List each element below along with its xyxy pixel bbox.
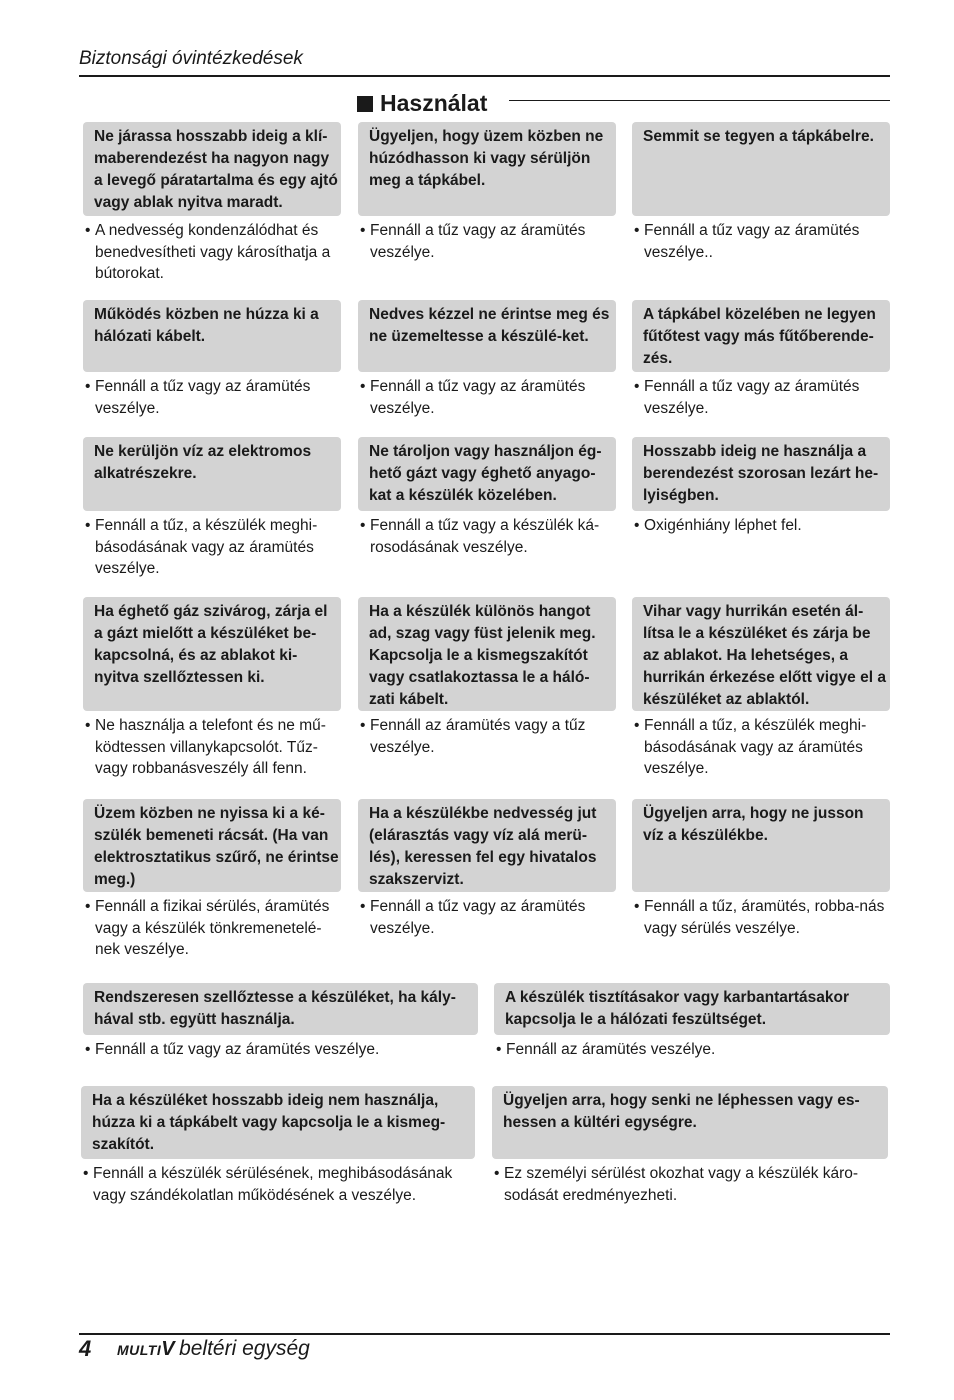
warning-note [83, 220, 341, 285]
warning-note-text: Fennáll az áramütés veszélye. [506, 1041, 716, 1058]
warning-note [358, 896, 616, 939]
warning-note-text: Fennáll a tűz vagy a készülék ká-rosodásának veszélye. [370, 517, 600, 556]
warning-note [81, 1163, 475, 1206]
warning-box: Ügyeljen arra, hogy senki ne léphessen vagy es-hessen a kültéri egységre. [492, 1086, 888, 1159]
bullet-icon: • [496, 1041, 502, 1058]
bullet-icon: • [634, 222, 640, 239]
warning-card [83, 300, 341, 419]
bullet-icon: • [85, 717, 91, 734]
warning-box: Nedves kézzel ne érintse meg és ne üzemeltesse a készülé-ket. [358, 300, 616, 372]
warning-card [632, 122, 890, 263]
warning-box: Hosszabb ideig ne használja a berendezést szorosan lezárt he-lyiségben. [632, 437, 890, 511]
multi-v-logo [117, 1338, 175, 1361]
warning-note-text: Fennáll a tűz, áramütés, robba-nás vagy sérülés veszélye. [644, 898, 885, 937]
warning-note-text: Ez személyi sérülést okozhat vagy a készülék káro-sodását eredményezheti. [504, 1165, 859, 1204]
warning-note-text: Fennáll a tűz, a készülék meghi-básodásának vagy az áramütés veszélye. [95, 517, 318, 577]
warning-note-text: Oxigénhiány léphet fel. [644, 517, 802, 534]
warning-box: Ha a készülékbe nedvesség jut (elárasztás vagy víz alá merü-lés), keressen fel egy hivatalos szakszervizt. [358, 799, 616, 892]
warning-note-text: Fennáll a tűz vagy az áramütés veszélye. [95, 1041, 380, 1058]
warning-card [81, 1086, 475, 1206]
footer-rule [79, 1333, 890, 1335]
warning-note [632, 220, 890, 263]
warning-note [358, 376, 616, 419]
bullet-icon: • [494, 1165, 500, 1182]
warning-card [358, 799, 616, 939]
warning-note [358, 220, 616, 263]
warning-box: Ügyeljen, hogy üzem közben ne húzódhasson ki vagy sérüljön meg a tápkábel. [358, 122, 616, 216]
warning-card [632, 597, 890, 780]
warning-card [632, 437, 890, 537]
warning-card [358, 300, 616, 419]
warning-note [83, 896, 341, 961]
bullet-icon: • [85, 378, 91, 395]
header-title: Biztonsági óvintézkedések [79, 48, 303, 69]
logo-v: V [161, 1337, 176, 1360]
warning-box: A tápkábel közelében ne legyen fűtőtest vagy más fűtőberende-zés. [632, 300, 890, 372]
warning-note [83, 1039, 478, 1061]
warning-note [83, 376, 341, 419]
warning-note [632, 896, 890, 939]
warning-card [632, 799, 890, 939]
page-number: 4 [79, 1336, 92, 1361]
warning-card [83, 799, 341, 961]
bullet-icon: • [360, 378, 366, 395]
warning-note [358, 515, 616, 558]
warning-note [632, 376, 890, 419]
bullet-icon: • [360, 517, 366, 534]
warning-note-text: Fennáll az áramütés vagy a tűz veszélye. [370, 717, 586, 756]
warning-box: Ha a készülék különös hangot ad, szag vagy füst jelenik meg. Kapcsolja le a kismegszakítót vagy csatlakoztassa le a háló-zati kábelt. [358, 597, 616, 711]
warning-box: Semmit se tegyen a tápkábelre. [632, 122, 890, 216]
warning-card [358, 597, 616, 758]
warning-note-text: Fennáll a tűz vagy az áramütés veszélye. [370, 222, 586, 261]
warning-card [83, 597, 341, 780]
warning-note-text: Fennáll a fizikai sérülés, áramütés vagy a készülék tönkremenetelé-nek veszélye. [95, 898, 330, 958]
warning-box: Üzem közben ne nyissa ki a ké-szülék bemeneti rácsát. (Ha van elektrosztatikus szűrő, ne érintse meg.) [83, 799, 341, 892]
bullet-icon: • [360, 898, 366, 915]
page-footer [79, 1336, 310, 1362]
section-rule [509, 100, 890, 101]
warning-note-text: Fennáll a tűz vagy az áramütés veszélye. [644, 378, 860, 417]
logo-text: MULTI [117, 1341, 162, 1358]
warning-box: Ügyeljen arra, hogy ne jusson víz a készülékbe. [632, 799, 890, 892]
warning-box: Ne járassa hosszabb ideig a klí-maberendezést ha nagyon nagy a levegő páratartalma és egy ajtó vagy ablak nyitva maradt. [83, 122, 341, 216]
bullet-icon: • [85, 517, 91, 534]
warning-card [492, 1086, 888, 1206]
warning-card [632, 300, 890, 419]
bullet-icon: • [634, 517, 640, 534]
warning-card [494, 983, 890, 1061]
warning-box: Vihar vagy hurrikán esetén ál-lítsa le a készüléket és zárja be az ablakot. Ha lehetséges, a hurrikán érkezése előtt vigye el a készüléket az ablaktól. [632, 597, 890, 711]
warning-note-text: Fennáll a tűz vagy az áramütés veszélye.. [644, 222, 860, 261]
bullet-icon: • [85, 898, 91, 915]
warning-note [83, 515, 341, 580]
warning-note-text: Fennáll a tűz, a készülék meghi-básodásának vagy az áramütés veszélye. [644, 717, 867, 777]
warning-note [83, 715, 341, 780]
warning-box: Ne tároljon vagy használjon ég-hető gázt vagy éghető anyago-kat a készülék közelében. [358, 437, 616, 511]
warning-box: Működés közben ne húzza ki a hálózati kábelt. [83, 300, 341, 372]
warning-card [83, 437, 341, 580]
warning-note [492, 1163, 888, 1206]
warning-card [83, 983, 478, 1061]
warning-note [494, 1039, 890, 1061]
warning-card [358, 122, 616, 263]
warning-card [358, 437, 616, 558]
warning-note-text: Ne használja a telefont és ne mű-ködtessen villanykapcsolót. Tűz-vagy robbanásveszély áll fenn. [95, 717, 326, 777]
bullet-icon: • [634, 717, 640, 734]
warning-note-text: Fennáll a tűz vagy az áramütés veszélye. [370, 898, 586, 937]
warning-note-text: A nedvesség kondenzálódhat és benedvesítheti vagy károsíthatja a bútorokat. [95, 222, 331, 282]
bullet-icon: • [85, 222, 91, 239]
warning-note [632, 715, 890, 780]
warning-box: Ha a készüléket hosszabb ideig nem használja, húzza ki a tápkábelt vagy kapcsolja le a kismeg-szakítót. [81, 1086, 475, 1159]
warning-note-text: Fennáll a tűz vagy az áramütés veszélye. [95, 378, 311, 417]
bullet-icon: • [83, 1165, 89, 1182]
footer-subtitle: beltéri egység [179, 1337, 310, 1360]
section-heading [357, 90, 487, 117]
warning-box: Rendszeresen szellőztesse a készüléket, ha kály-hával stb. együtt használja. [83, 983, 478, 1035]
section-title: Használat [380, 90, 488, 116]
warning-box: A készülék tisztításakor vagy karbantartásakor kapcsolja le a hálózati feszültséget. [494, 983, 890, 1035]
bullet-icon: • [360, 222, 366, 239]
bullet-icon: • [634, 898, 640, 915]
bullet-icon: • [85, 1041, 91, 1058]
section-square-icon [357, 96, 373, 112]
warning-note [632, 515, 890, 537]
bullet-icon: • [360, 717, 366, 734]
warning-card [83, 122, 341, 285]
warning-box: Ha éghető gáz szivárog, zárja el a gázt mielőtt a készüléket be-kapcsolná, és az ablakot ki-nyitva szellőztessen ki. [83, 597, 341, 711]
warning-box: Ne kerüljön víz az elektromos alkatrészekre. [83, 437, 341, 511]
warning-note [358, 715, 616, 758]
bullet-icon: • [634, 378, 640, 395]
header-rule [79, 75, 890, 77]
warning-note-text: Fennáll a tűz vagy az áramütés veszélye. [370, 378, 586, 417]
warning-note-text: Fennáll a készülék sérülésének, meghibásodásának vagy szándékolatlan működésének a veszélye. [93, 1165, 453, 1204]
